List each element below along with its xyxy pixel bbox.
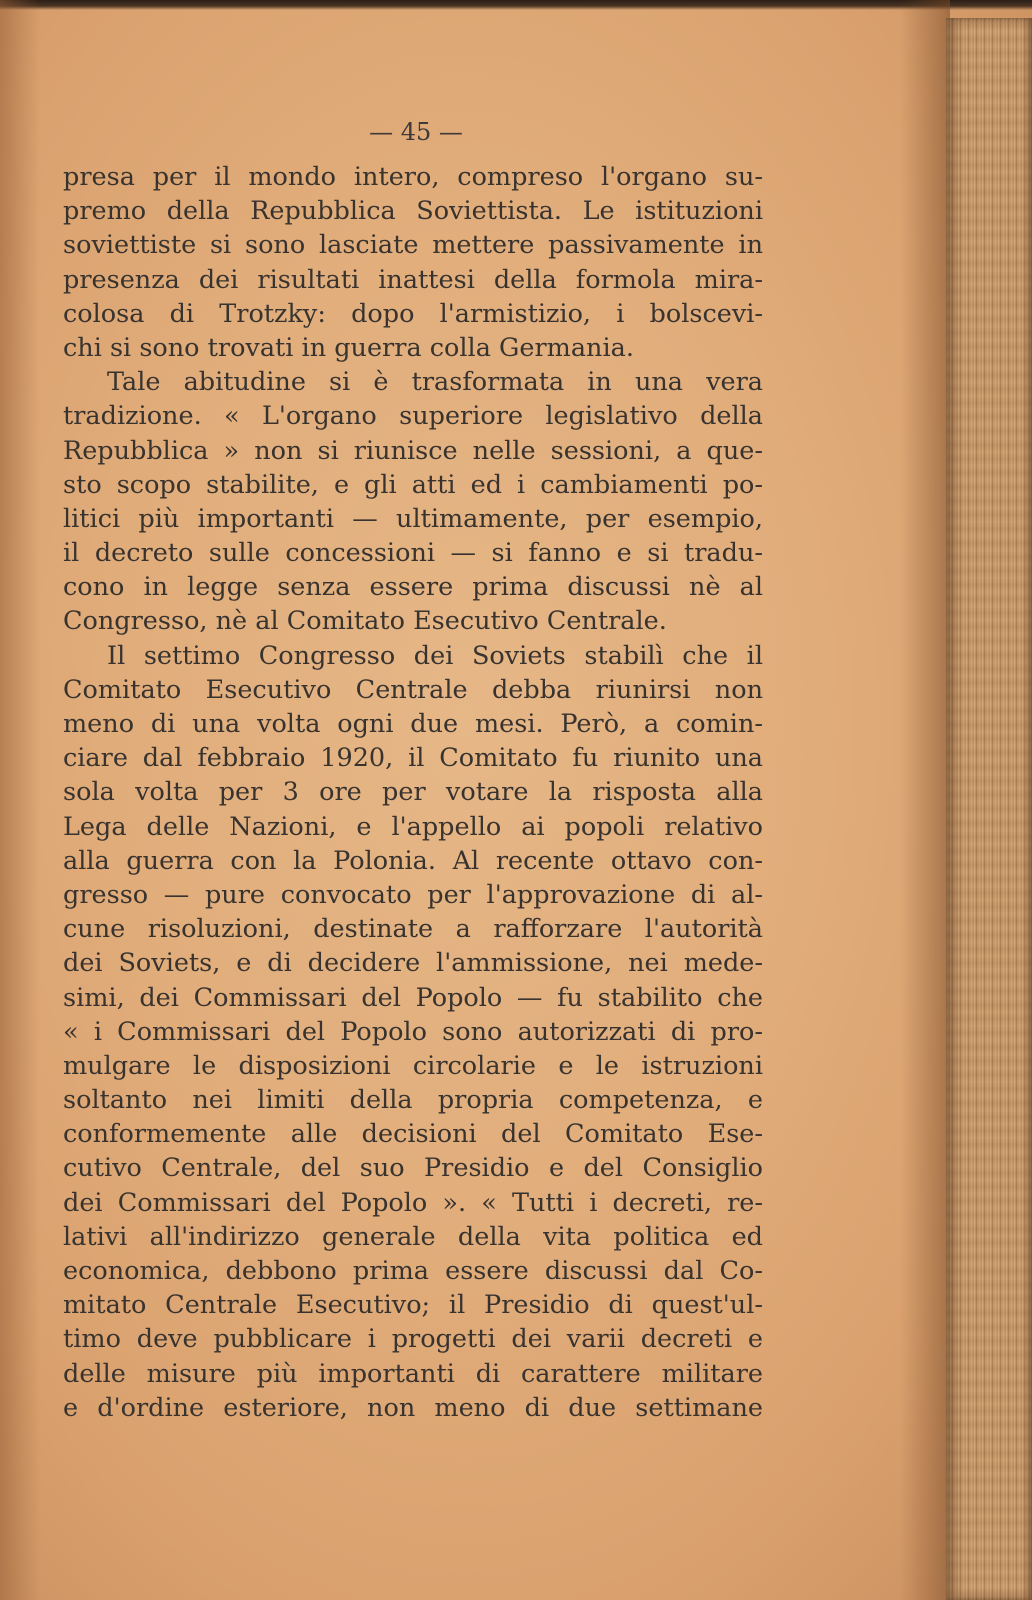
text-line: mitato Centrale Esecutivo; il Presidio di quest'ul-	[63, 1290, 763, 1321]
text-line: cutivo Centrale, del suo Presidio e del Consiglio	[63, 1153, 763, 1184]
text-line: Comitato Esecutivo Centrale debba riunirsi non	[63, 674, 763, 705]
text-line: cune risoluzioni, destinate a rafforzare l'autorità	[63, 914, 763, 945]
text-line: premo della Repubblica Soviettista. Le istituzioni	[63, 196, 763, 227]
text-line: soviettiste si sono lasciate mettere passivamente in	[63, 230, 763, 261]
text-line: gresso — pure convocato per l'approvazione di al-	[63, 879, 763, 910]
text-line: soltanto nei limiti della propria competenza, e	[63, 1085, 763, 1116]
text-line: conformemente alle decisioni del Comitato Ese-	[63, 1119, 763, 1150]
text-line: meno di una volta ogni due mesi. Però, a comin-	[63, 709, 763, 739]
text-line: colosa di Trotzky: dopo l'armistizio, i bolscevi-	[63, 298, 763, 329]
text-line: simi, dei Commissari del Popolo — fu stabilito che	[63, 982, 763, 1013]
body-text	[63, 160, 763, 1425]
text-line: Tale abitudine si è trasformata in una vera	[107, 367, 763, 398]
text-line: sola volta per 3 ore per votare la risposta alla	[63, 777, 763, 808]
text-line: Il settimo Congresso dei Soviets stabilì che il	[107, 640, 763, 671]
text-line: alla guerra con la Polonia. Al recente ottavo con-	[63, 845, 763, 876]
text-line: Lega delle Nazioni, e l'appello ai popoli relativo	[63, 811, 763, 842]
text-line: lativi all'indirizzo generale della vita politica ed	[63, 1221, 763, 1252]
text-line: « i Commissari del Popolo sono autorizzati di pro-	[63, 1016, 763, 1047]
page-fore-edge-shadow	[900, 0, 950, 1600]
text-line: Congresso, nè al Comitato Esecutivo Centrale.	[63, 606, 667, 637]
text-line: delle misure più importanti di carattere militare	[63, 1358, 763, 1389]
page-number: — 45 —	[369, 118, 463, 146]
text-line: ciare dal febbraio 1920, il Comitato fu riunito una	[63, 743, 763, 774]
page-top-edge	[0, 0, 1032, 10]
text-line: cono in legge senza essere prima discussi nè al	[63, 572, 763, 603]
text-line: il decreto sulle concessioni — si fanno e si tradu-	[63, 538, 763, 569]
text-line: dei Commissari del Popolo ». « Tutti i decreti, re-	[63, 1187, 763, 1218]
text-line: sto scopo stabilite, e gli atti ed i cambiamenti po-	[63, 469, 763, 500]
text-line: presenza dei risultati inattesi della formola mira-	[63, 264, 763, 295]
stacked-page-edges	[946, 18, 1032, 1600]
page-left-shade	[0, 0, 40, 1600]
text-line: chi si sono trovati in guerra colla Germania.	[63, 332, 634, 363]
text-line: mulgare le disposizioni circolarie e le istruzioni	[63, 1050, 763, 1081]
text-line: economica, debbono prima essere discussi dal Co-	[63, 1256, 763, 1286]
text-line: tradizione. « L'organo superiore legislativo della	[63, 401, 763, 432]
text-line: presa per il mondo intero, compreso l'organo su-	[63, 162, 763, 192]
text-line: dei Soviets, e di decidere l'ammissione, nei mede-	[63, 948, 763, 979]
text-line: e d'ordine esteriore, non meno di due settimane	[63, 1392, 763, 1423]
text-line: Repubblica » non si riunisce nelle sessioni, a que-	[63, 435, 763, 466]
text-line: litici più importanti — ultimamente, per esempio,	[63, 503, 763, 534]
text-line: timo deve pubblicare i progetti dei varii decreti e	[63, 1324, 763, 1355]
